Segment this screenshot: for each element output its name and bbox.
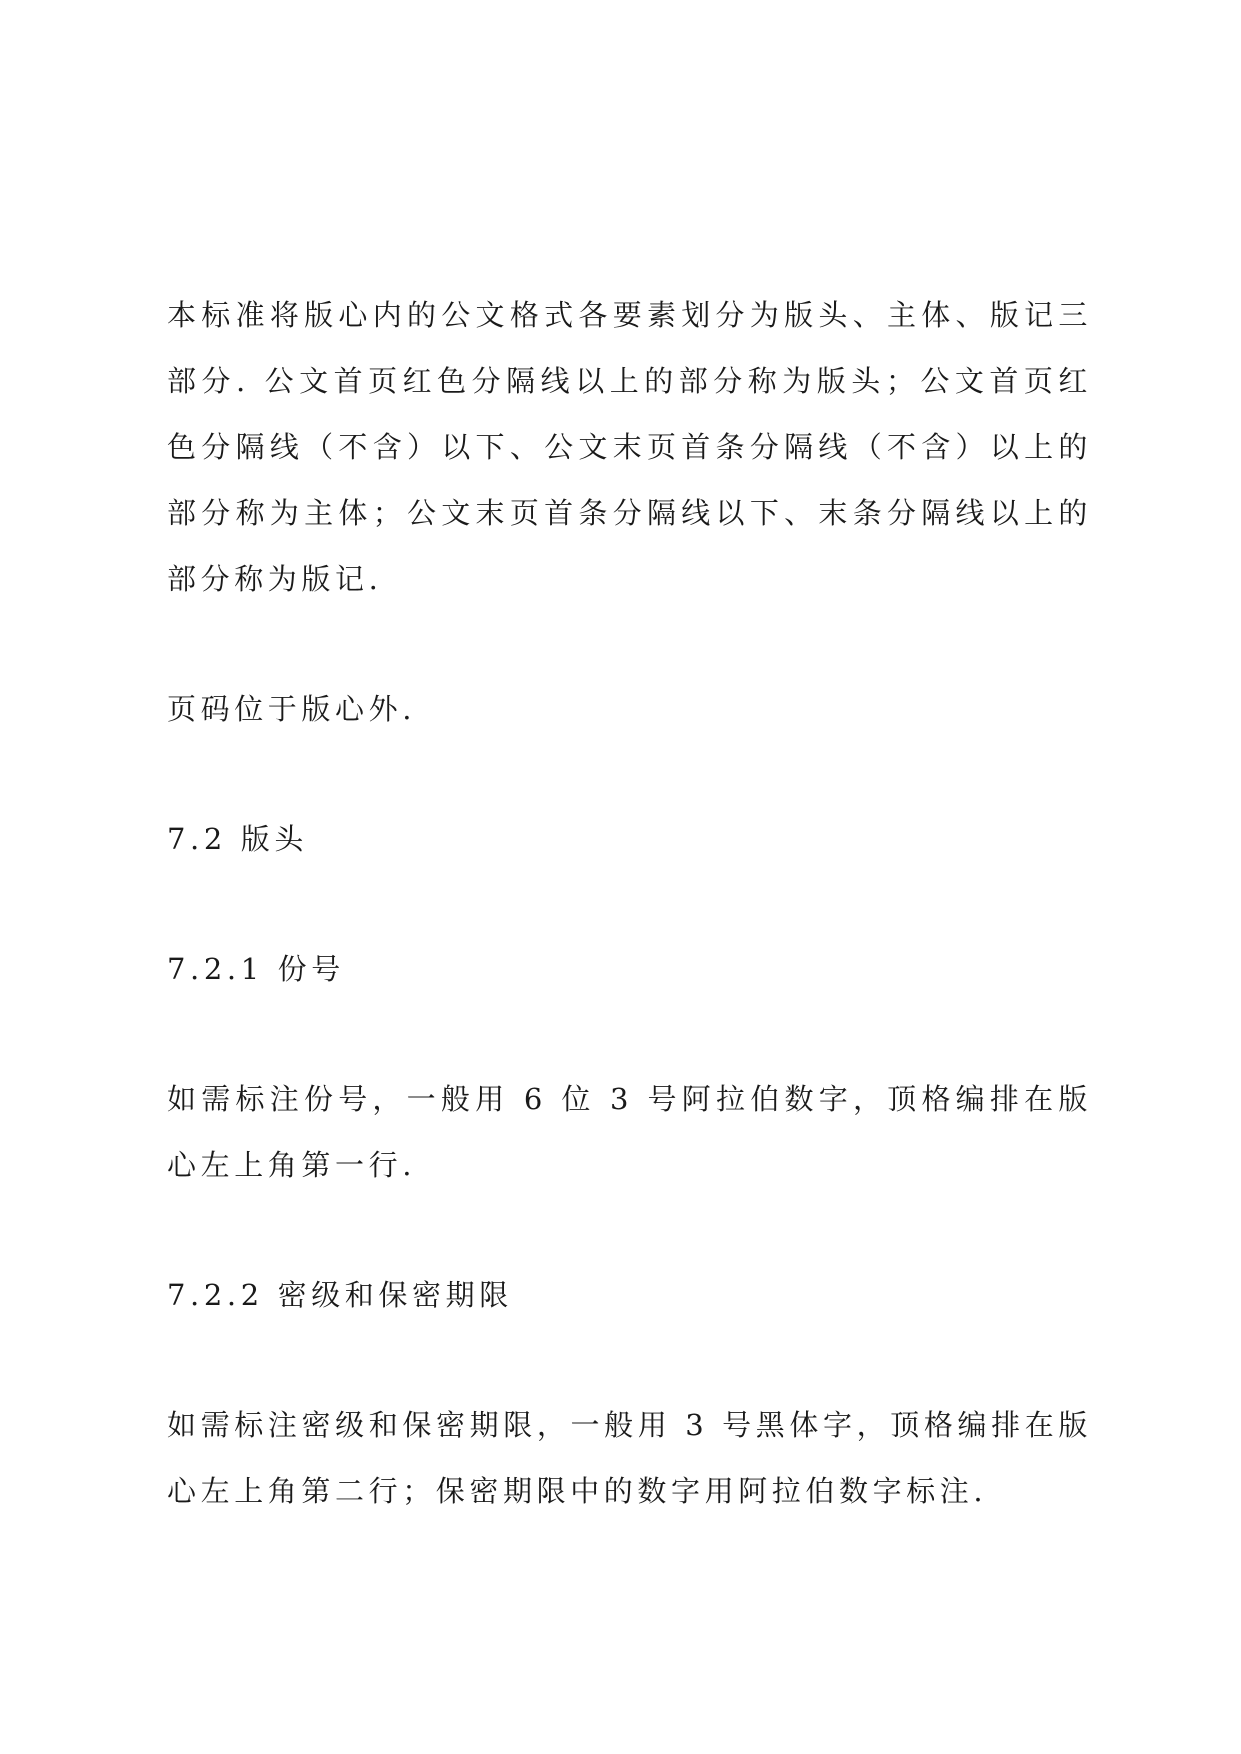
paragraph-copy-number: 如需标注份号，一般用 6 位 3 号阿拉伯数字，顶格编排在版心左上角第一行. <box>167 1082 1092 1182</box>
paragraph-secrecy-level: 如需标注密级和保密期限，一般用 3 号黑体字，顶格编排在版心左上角第二行；保密期限中的数字用阿拉伯数字标注. <box>167 1408 1092 1508</box>
document-page <box>167 282 1092 1524</box>
paragraph-page-number: 页码位于版心外. <box>167 692 417 726</box>
heading-7-2-1: 7.2.1 份号 <box>167 952 345 986</box>
heading-7-2-2: 7.2.2 密级和保密期限 <box>167 1278 513 1312</box>
heading-7-2: 7.2 版头 <box>167 822 308 856</box>
paragraph-layout-parts: 本标准将版心内的公文格式各要素划分为版头、主体、版记三部分. 公文首页红色分隔线以上的部分称为版头；公文首页红色分隔线（不含）以下、公文末页首条分隔线（不含）以上的部分称为主体；公文末页首条分隔线以下、末条分隔线以上的部分称为版记. <box>167 298 1092 596</box>
